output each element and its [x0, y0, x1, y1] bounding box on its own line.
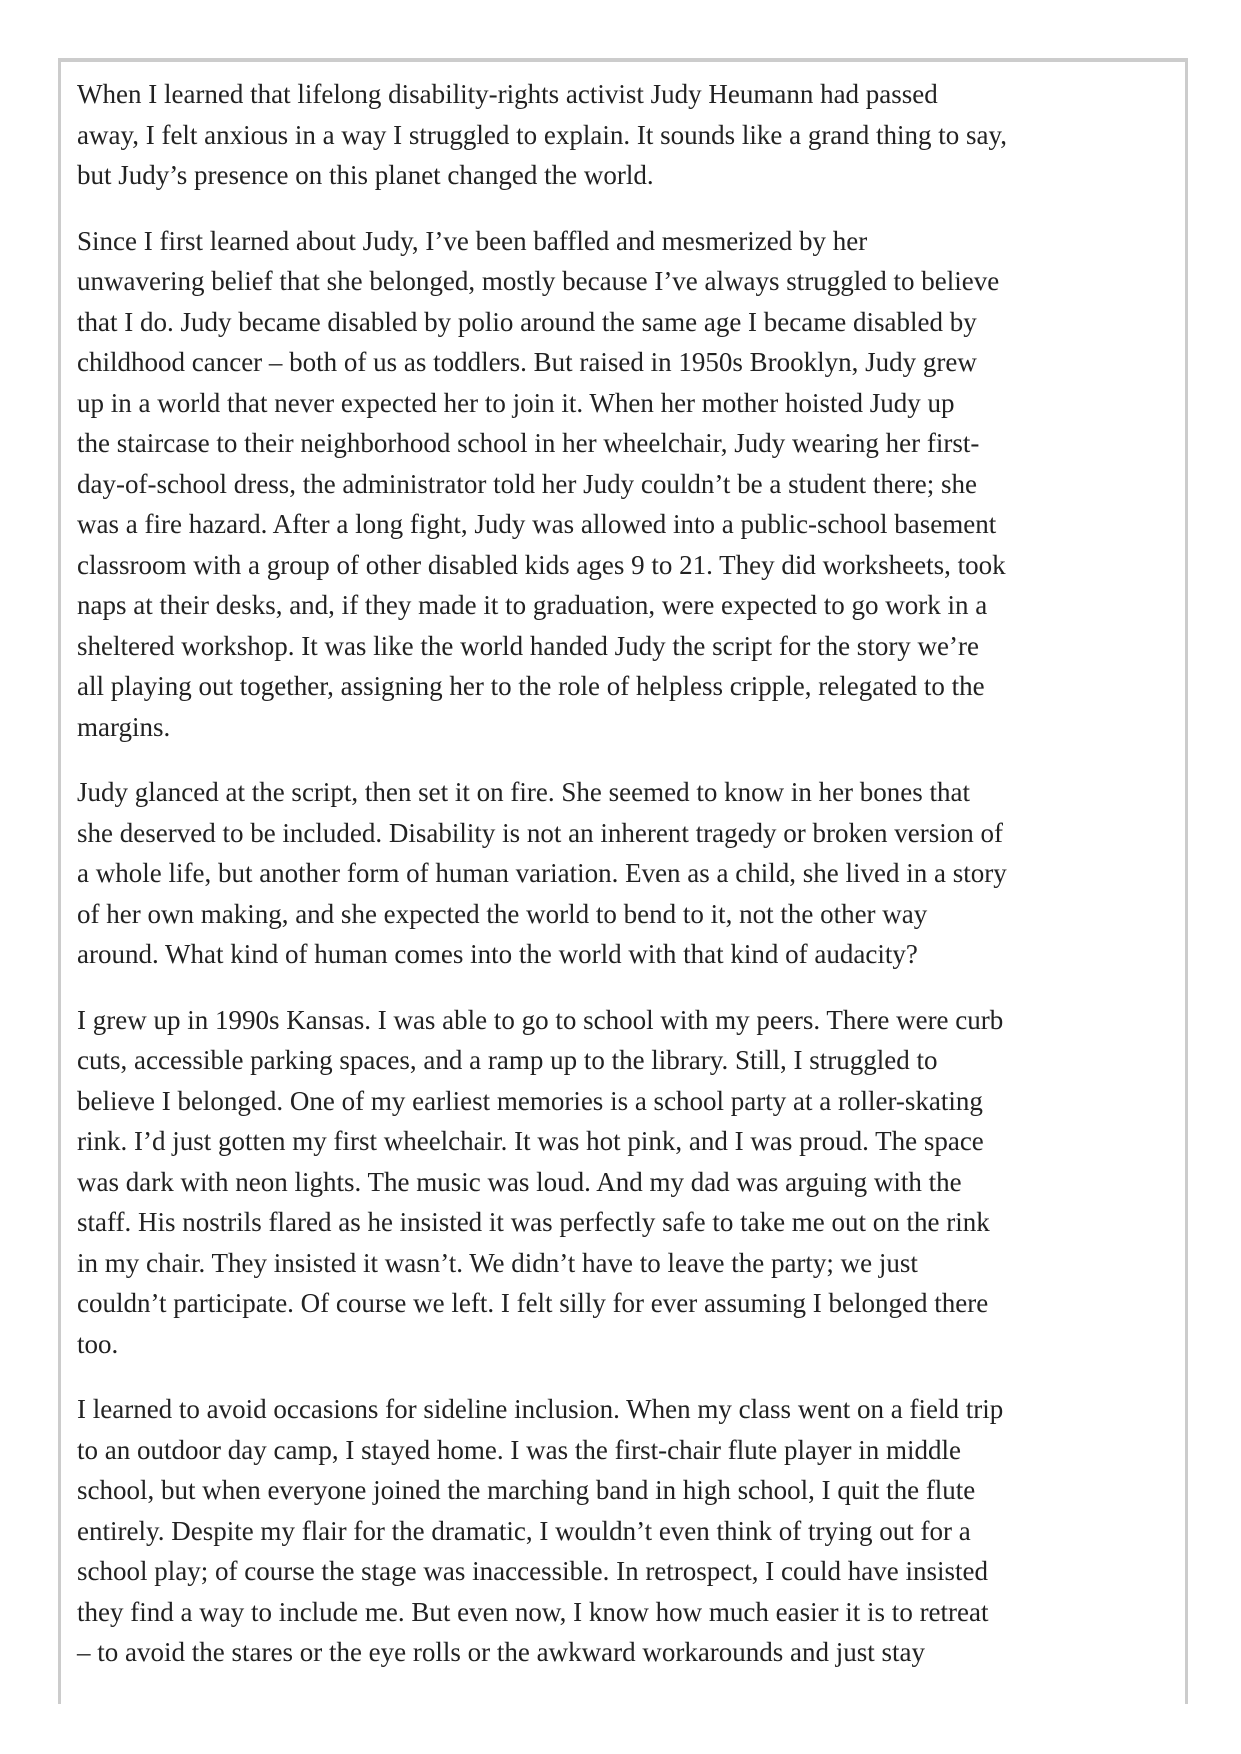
text-line: unwavering belief that she belonged, mostly because I’ve always struggled to believe: [77, 266, 1000, 296]
text-line: was dark with neon lights. The music was loud. And my dad was arguing with the: [77, 1166, 962, 1197]
paragraph: [77, 1389, 1177, 1673]
text-line: believe I belonged. One of my earliest memories is a school party at a roller-skating: [77, 1085, 983, 1116]
text-line: in my chair. They insisted it wasn’t. We didn’t have to leave the party; we just: [77, 1247, 918, 1278]
text-line: was a fire hazard. After a long fight, Judy was allowed into a public-school basement: [77, 509, 997, 539]
text-line: all playing out together, assigning her to the role of helpless cripple, relegated to the: [77, 671, 985, 701]
text-line: that I do. Judy became disabled by polio around the same age I became disabled by: [77, 306, 977, 337]
text-line: the staircase to their neighborhood school in her wheelchair, Judy wearing her first-: [77, 428, 980, 458]
text-line: cuts, accessible parking spaces, and a ramp up to the library. Still, I struggled to: [77, 1045, 938, 1075]
text-line: staff. His nostrils flared as he insisted it was perfectly safe to take me out on the rink: [77, 1207, 990, 1237]
text-line: up in a world that never expected her to join it. When her mother hoisted Judy up: [77, 387, 955, 418]
text-line: school play; of course the stage was inaccessible. In retrospect, I could have insisted: [77, 1556, 988, 1586]
text-line: classroom with a group of other disabled kids ages 9 to 21. They did worksheets, took: [77, 549, 1006, 580]
text-line: a whole life, but another form of human variation. Even as a child, she lived in a story: [77, 858, 1007, 888]
text-line: margins.: [77, 711, 171, 742]
text-line: Since I first learned about Judy, I’ve been baffled and mesmerized by her: [77, 225, 868, 256]
article-body: [77, 74, 1177, 1698]
text-line: they find a way to include me. But even now, I know how much easier it is to retreat: [77, 1596, 989, 1627]
text-line: too.: [77, 1328, 119, 1359]
text-line: I grew up in 1990s Kansas. I was able to go to school with my peers. There were curb: [77, 1004, 1004, 1035]
text-line: school, but when everyone joined the marching band in high school, I quit the flute: [77, 1475, 976, 1505]
text-line: to an outdoor day camp, I stayed home. I was the first-chair flute player in middle: [77, 1434, 961, 1465]
text-line: childhood cancer – both of us as toddlers. But raised in 1950s Brooklyn, Judy grew: [77, 347, 977, 377]
text-line: but Judy’s presence on this planet changed the world.: [77, 160, 654, 190]
text-line: couldn’t participate. Of course we left. I felt silly for ever assuming I belonged there: [77, 1288, 989, 1318]
text-line: rink. I’d just gotten my first wheelchair. It was hot pink, and I was proud. The space: [77, 1126, 984, 1156]
paragraph: [77, 74, 1177, 196]
text-line: – to avoid the stares or the eye rolls or the awkward workarounds and just stay: [77, 1637, 926, 1667]
text-line: of her own making, and she expected the world to bend to it, not the other way: [77, 898, 928, 929]
text-line: away, I felt anxious in a way I struggled to explain. It sounds like a grand thing to say,: [77, 119, 1008, 150]
text-line: entirely. Despite my flair for the dramatic, I wouldn’t even think of trying out for a: [77, 1515, 971, 1546]
text-line: I learned to avoid occasions for sideline inclusion. When my class went on a field trip: [77, 1394, 1004, 1424]
paragraph: [77, 772, 1177, 975]
text-line: sheltered workshop. It was like the world handed Judy the script for the story we’re: [77, 630, 980, 661]
text-line: she deserved to be included. Disability is not an inherent tragedy or broken version of: [77, 817, 1004, 848]
text-line: naps at their desks, and, if they made it to graduation, were expected to go work in a: [77, 590, 988, 620]
paragraph: [77, 221, 1177, 748]
paragraph: [77, 1000, 1177, 1365]
text-line: Judy glanced at the script, then set it on fire. She seemed to know in her bones that: [77, 777, 971, 807]
text-line: When I learned that lifelong disability-rights activist Judy Heumann had passed: [77, 79, 938, 109]
text-line: around. What kind of human comes into the world with that kind of audacity?: [77, 939, 918, 969]
text-line: day-of-school dress, the administrator told her Judy couldn’t be a student there; she: [77, 468, 978, 499]
